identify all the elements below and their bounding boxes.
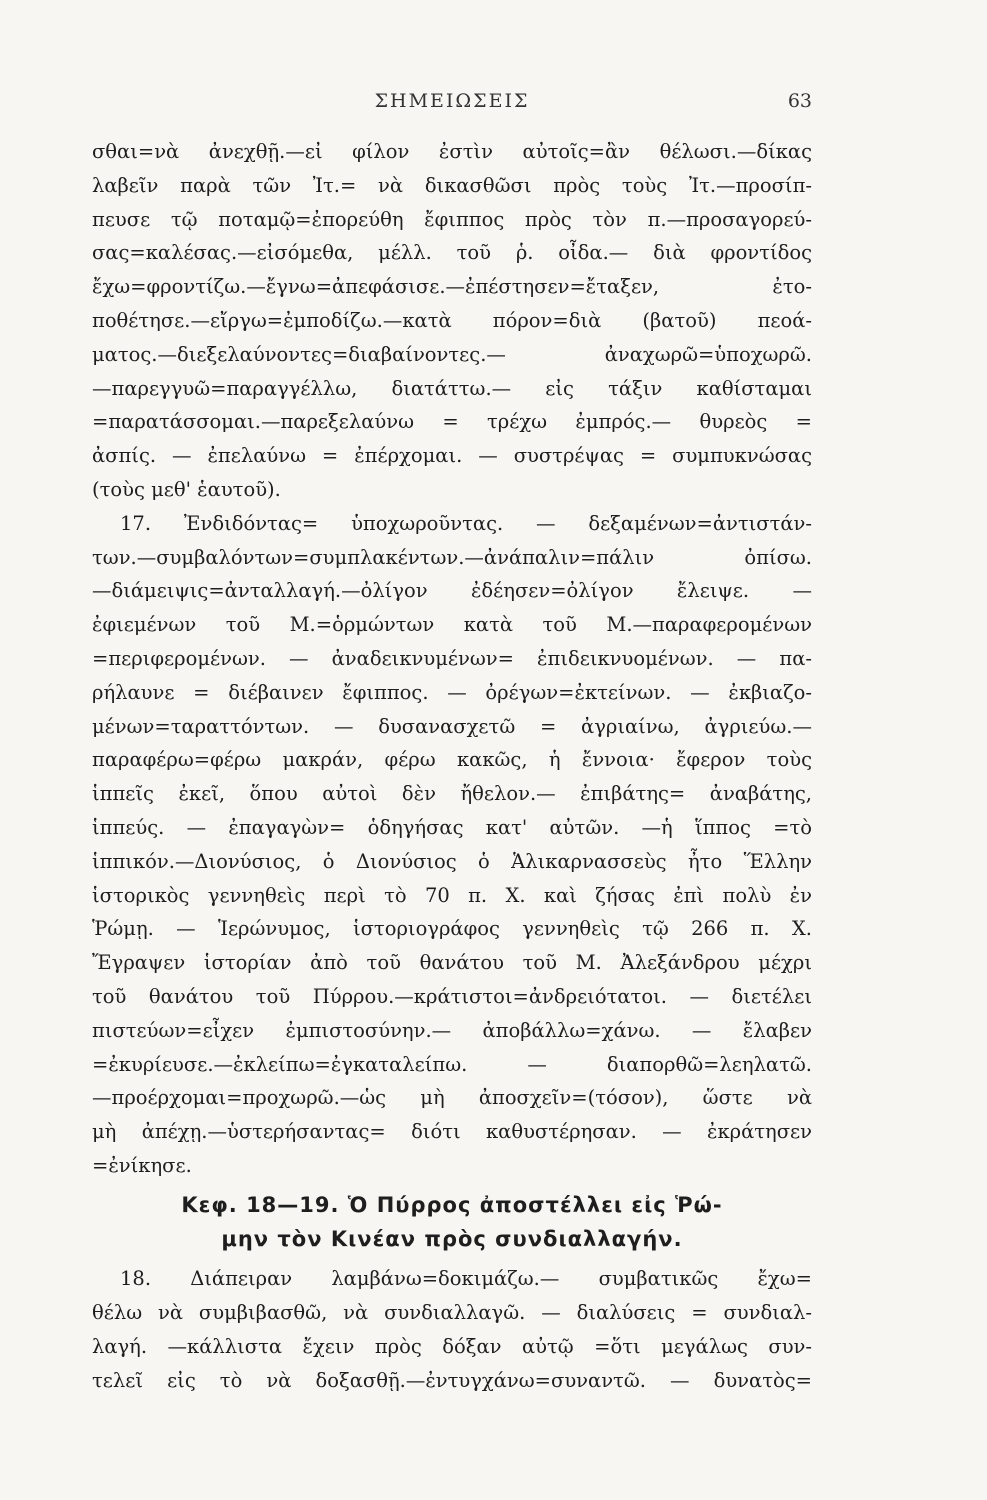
text-line: ἐφιεμένων τοῦ Μ.=ὁρμώντων κατὰ τοῦ Μ.—παραφερομένων — [92, 613, 812, 637]
text-line: σθαι=νὰ ἀνεχθῇ.—εἰ φίλον ἐστὶν αὐτοῖς=ἂν θέλωσι.—δίκας — [92, 140, 812, 163]
running-head — [92, 90, 812, 120]
text-line: 17. Ἐνδιδόντας= ὑποχωροῦντας. — δεξαμένων=ἀντιστάν- — [120, 511, 812, 535]
text-line: =παρατάσσομαι.—παρεξελαύνω = τρέχω ἐμπρός.— θυρεὸς = — [92, 410, 812, 434]
text-line: μένων=ταραττόντων. — δυσανασχετῶ = ἀγριαίνω, ἀγριεύω.— — [92, 714, 812, 738]
section-heading: μην τὸν Κινέαν πρὸς συνδιαλλαγήν. — [221, 1226, 683, 1251]
text-line: =περιφερομένων. — ἀναδεικνυμένων= ἐπιδεικνυομένων. — πα- — [92, 646, 812, 670]
text-line: θέλω νὰ συμβιβασθῶ, νὰ συνδιαλλαγῶ. — διαλύσεις = συνδιαλ- — [92, 1301, 812, 1325]
text-line: παραφέρω=φέρω μακράν, φέρω κακῶς, ἡ ἔννοια· ἔφερον τοὺς — [92, 748, 812, 772]
text-line: =ἐκυρίευσε.—ἐκλείπω=ἐγκαταλείπω. — διαπορθῶ=λεηλατῶ. — [92, 1052, 812, 1076]
text-line: (τοὺς μεθ' ἑαυτοῦ). — [92, 477, 281, 501]
text-line: Ἔγραψεν ἱστορίαν ἀπὸ τοῦ θανάτου τοῦ Μ. Ἀλεξάνδρου μέχρι — [92, 951, 812, 975]
text-line: 18. Διάπειραν λαμβάνω=δοκιμάζω.— συμβατικῶς ἔχω= — [120, 1267, 812, 1291]
text-line: λαγή. —κάλλιστα ἔχειν πρὸς δόξαν αὐτῷ =ὅτι μεγάλως συν- — [92, 1334, 812, 1358]
text-line: πευσε τῷ ποταμῷ=ἐπορεύθη ἔφιππος πρὸς τὸν π.—προσαγορεύ- — [92, 207, 812, 231]
text-line: —παρεγγυῶ=παραγγέλλω, διατάττω.— εἰς τάξιν καθίσταμαι — [92, 376, 812, 400]
text-line: Ῥώμῃ. — Ἱερώνυμος, ἱστοριογράφος γεννηθεὶς τῷ 266 π. Χ. — [92, 917, 812, 941]
running-title: ΣΗΜΕΙΩΣΕΙΣ — [374, 90, 530, 112]
text-line: μὴ ἀπέχῃ.—ὑστερήσαντας= διότι καθυστέρησαν. — ἐκράτησεν — [92, 1120, 812, 1144]
text-line: =ἐνίκησε. — [92, 1153, 192, 1177]
text-line: —προέρχομαι=προχωρῶ.—ὡς μὴ ἀποσχεῖν=(τόσον), ὥστε νὰ — [92, 1086, 812, 1110]
text-line: σας=καλέσας.—εἰσόμεθα, μέλλ. τοῦ ῥ. οἶδα.— διὰ φροντίδος — [92, 241, 812, 265]
text-line: ρήλαυνε = διέβαινεν ἔφιππος. — ὀρέγων=ἐκτείνων. — ἐκβιαζο- — [92, 680, 812, 704]
text-line: ἱστορικὸς γεννηθεὶς περὶ τὸ 70 π. Χ. καὶ ζήσας ἐπὶ πολὺ ἐν — [92, 883, 812, 907]
text-line: ποθέτησε.—εἴργω=ἐμποδίζω.—κατὰ πόρον=διὰ (βατοῦ) πεοά- — [92, 308, 812, 332]
text-line: ματος.—διεξελαύνοντες=διαβαίνοντες.— ἀναχωρῶ=ὑποχωρῶ. — [92, 342, 812, 366]
text-line: —διάμειψις=ἀνταλλαγή.—ὀλίγον ἐδέησεν=ὀλίγον ἔλειψε. — — [92, 579, 812, 603]
text-line: ἀσπίς. — ἐπελαύνω = ἐπέρχομαι. — συστρέψας = συμπυκνώσας — [92, 444, 812, 468]
page-number: 63 — [787, 90, 812, 112]
text-line: ἱππεύς. — ἐπαγαγὼν= ὁδηγήσας κατ' αὐτῶν. —ἡ ἵππος =τὸ — [92, 815, 812, 839]
text-line: ἱππεῖς ἐκεῖ, ὅπου αὐτοὶ δὲν ἤθελον.— ἐπιβάτης= ἀναβάτης, — [92, 782, 812, 806]
text-line: τοῦ θανάτου τοῦ Πύρρου.—κράτιστοι=ἀνδρειότατοι. — διετέλει — [92, 984, 812, 1008]
text-line: λαβεῖν παρὰ τῶν Ἰτ.= νὰ δικασθῶσι πρὸς τοὺς Ἰτ.—προσίπ- — [92, 173, 812, 197]
text-line: ἔχω=φροντίζω.—ἔγνω=ἀπεφάσισε.—ἐπέστησεν=ἔταξεν, ἐτο- — [92, 275, 812, 299]
section-heading: Κεφ. 18—19. Ὁ Πύρρος ἀποστέλλει εἰς Ῥώ- — [181, 1192, 723, 1217]
text-line: ἱππικόν.—Διονύσιος, ὁ Διονύσιος ὁ Ἁλικαρνασσεὺς ἦτο Ἕλλην — [92, 849, 812, 873]
text-line: τελεῖ εἰς τὸ νὰ δοξασθῇ.—ἐντυγχάνω=συναντῶ. — δυνατὸς= — [92, 1368, 812, 1392]
notes-text — [92, 135, 812, 1397]
text-line: των.—συμβαλόντων=συμπλακέντων.—ἀνάπαλιν=πάλιν ὀπίσω. — [92, 545, 812, 569]
text-line: πιστεύων=εἶχεν ἐμπιστοσύνην.— ἀποβάλλω=χάνω. — ἔλαβεν — [92, 1018, 812, 1042]
